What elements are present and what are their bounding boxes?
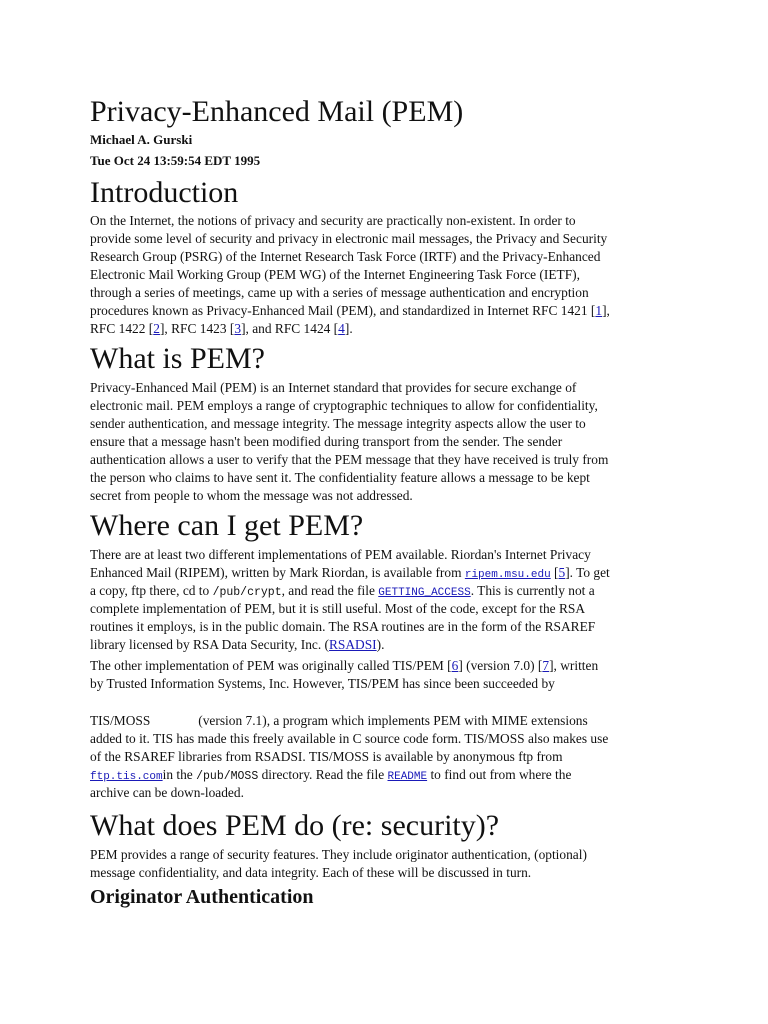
text-line [90, 712, 690, 730]
heading-where-get-pem: Where can I get PEM? [90, 509, 364, 542]
where-paragraph-1 [90, 546, 690, 654]
text-line: through a series of meetings, came up with a series of message authentication and encryption [90, 285, 589, 300]
text-line: Privacy-Enhanced Mail (PEM) is an Internet standard that provides for secure exchange of [90, 380, 577, 395]
where-paragraph-2 [90, 657, 690, 693]
text-line: ensure that a message hasn't been modified during transport from the sender. The sender [90, 434, 563, 449]
does-paragraph [90, 846, 690, 882]
text-line: by Trusted Information Systems, Inc. However, TIS/PEM has since been succeeded by [90, 676, 555, 691]
text-line: There are at least two different implementations of PEM available. Riordan's Internet Privacy [90, 547, 591, 562]
text-line: message confidentiality, and data integrity. Each of these will be discussed in turn. [90, 865, 532, 880]
text-line [90, 657, 690, 675]
text: ]. [344, 321, 353, 336]
text: procedures known as Privacy-Enhanced Mail (PEM), and standardized in Internet RFC 1421 [ [90, 303, 596, 318]
ref-link-4[interactable]: 4 [338, 321, 345, 336]
text: Enhanced Mail (RIPEM), written by Mark Riordan, is available from [90, 565, 465, 580]
text: (version 7.1), a program which implements PEM with MIME extensions [198, 713, 588, 728]
text-line [90, 320, 690, 338]
text-line [90, 766, 690, 784]
text: [ [550, 565, 559, 580]
heading-introduction: Introduction [90, 176, 239, 209]
heading-what-is-pem: What is PEM? [90, 342, 265, 375]
text-line: secret from people to whom the message was not addressed. [90, 488, 413, 503]
where-paragraph-3 [90, 712, 690, 802]
text: ], and RFC 1424 [ [241, 321, 339, 336]
text: , and read the file [281, 583, 379, 598]
ftp-tis-link[interactable]: ftp.tis.com [90, 771, 163, 783]
heading-what-does-pem-do: What does PEM do (re: security)? [90, 809, 500, 842]
rsadsi-link[interactable]: RSADSI [328, 637, 377, 652]
text-line: routines it employs, is in the public domain. The RSA routines are in the form of the RSAREF [90, 619, 596, 634]
what-paragraph [90, 379, 690, 505]
ripem-link[interactable]: ripem.msu.edu [464, 569, 551, 581]
text: TIS/MOSS [90, 713, 151, 728]
page-title: Privacy-Enhanced Mail (PEM) [90, 95, 464, 128]
text-line: electronic mail. PEM employs a range of cryptographic techniques to allow for confidentiality, [90, 398, 598, 413]
text: . This is currently not a [470, 583, 595, 598]
text-line: of the RSAREF libraries from RSADSI. TIS/MOSS is available by anonymous ftp from [90, 749, 563, 764]
text: ]. To get [565, 565, 610, 580]
ref-link-3[interactable]: 3 [234, 321, 242, 336]
text: ], written [549, 658, 599, 673]
text-line [90, 564, 690, 582]
text-line: complete implementation of PEM, but it is still useful. Most of the code, except for the RSA [90, 601, 586, 616]
heading-originator-authentication: Originator Authentication [90, 886, 314, 908]
text-line: authentication allows a user to verify that the PEM message that they have received is truly from [90, 452, 609, 467]
path-moss: /pub/MOSS [196, 770, 259, 783]
text: RFC 1422 [ [90, 321, 154, 336]
text-line: PEM provides a range of security features. They include originator authentication, (optional) [90, 847, 587, 862]
intro-paragraph [90, 212, 690, 338]
text-line: On the Internet, the notions of privacy and security are practically non-existent. In order to [90, 213, 576, 228]
text: directory. Read the file [258, 767, 388, 782]
readme-link[interactable]: README [387, 771, 428, 783]
text: The other implementation of PEM was originally called TIS/PEM [ [90, 658, 452, 673]
text: ] (version 7.0) [ [458, 658, 543, 673]
ref-link-7[interactable]: 7 [542, 658, 550, 673]
ref-link-2[interactable]: 2 [153, 321, 160, 336]
text: ). [376, 637, 385, 652]
text-line: Electronic Mail Working Group (PEM WG) of the Internet Engineering Task Force (IETF), [90, 267, 580, 282]
path-crypt: /pub/crypt [212, 586, 282, 599]
getting-access-link[interactable]: GETTING_ACCESS [378, 587, 471, 599]
text-line: the person who claims to have sent it. The confidentiality feature allows a message to be kept [90, 470, 590, 485]
date: Tue Oct 24 13:59:54 EDT 1995 [90, 153, 261, 168]
ref-link-6[interactable]: 6 [451, 658, 459, 673]
ref-link-1[interactable]: 1 [595, 303, 603, 318]
text-line: provide some level of security and privacy in electronic mail messages, the Privacy and Security [90, 231, 608, 246]
text-line [90, 302, 690, 320]
text-line [90, 636, 690, 654]
text: a copy, ftp there, cd to [90, 583, 213, 598]
text: ], [602, 303, 610, 318]
author: Michael A. Gurski [90, 132, 193, 147]
text: in the [162, 767, 197, 782]
text: library licensed by RSA Data Security, Inc. ( [90, 637, 329, 652]
text-line: Research Group (PSRG) of the Internet Research Task Force (IRTF) and the Privacy-Enhanced [90, 249, 601, 264]
ref-link-5[interactable]: 5 [558, 565, 566, 580]
text-line: archive can be down-loaded. [90, 785, 244, 800]
text-line: sender authentication, and message integrity. The message integrity aspects allow the user to [90, 416, 586, 431]
text: to find out from where the [427, 767, 572, 782]
text-line: added to it. TIS has made this freely available in C source code form. TIS/MOSS also makes use [90, 731, 609, 746]
text: ], RFC 1423 [ [159, 321, 235, 336]
text-line [90, 582, 690, 600]
